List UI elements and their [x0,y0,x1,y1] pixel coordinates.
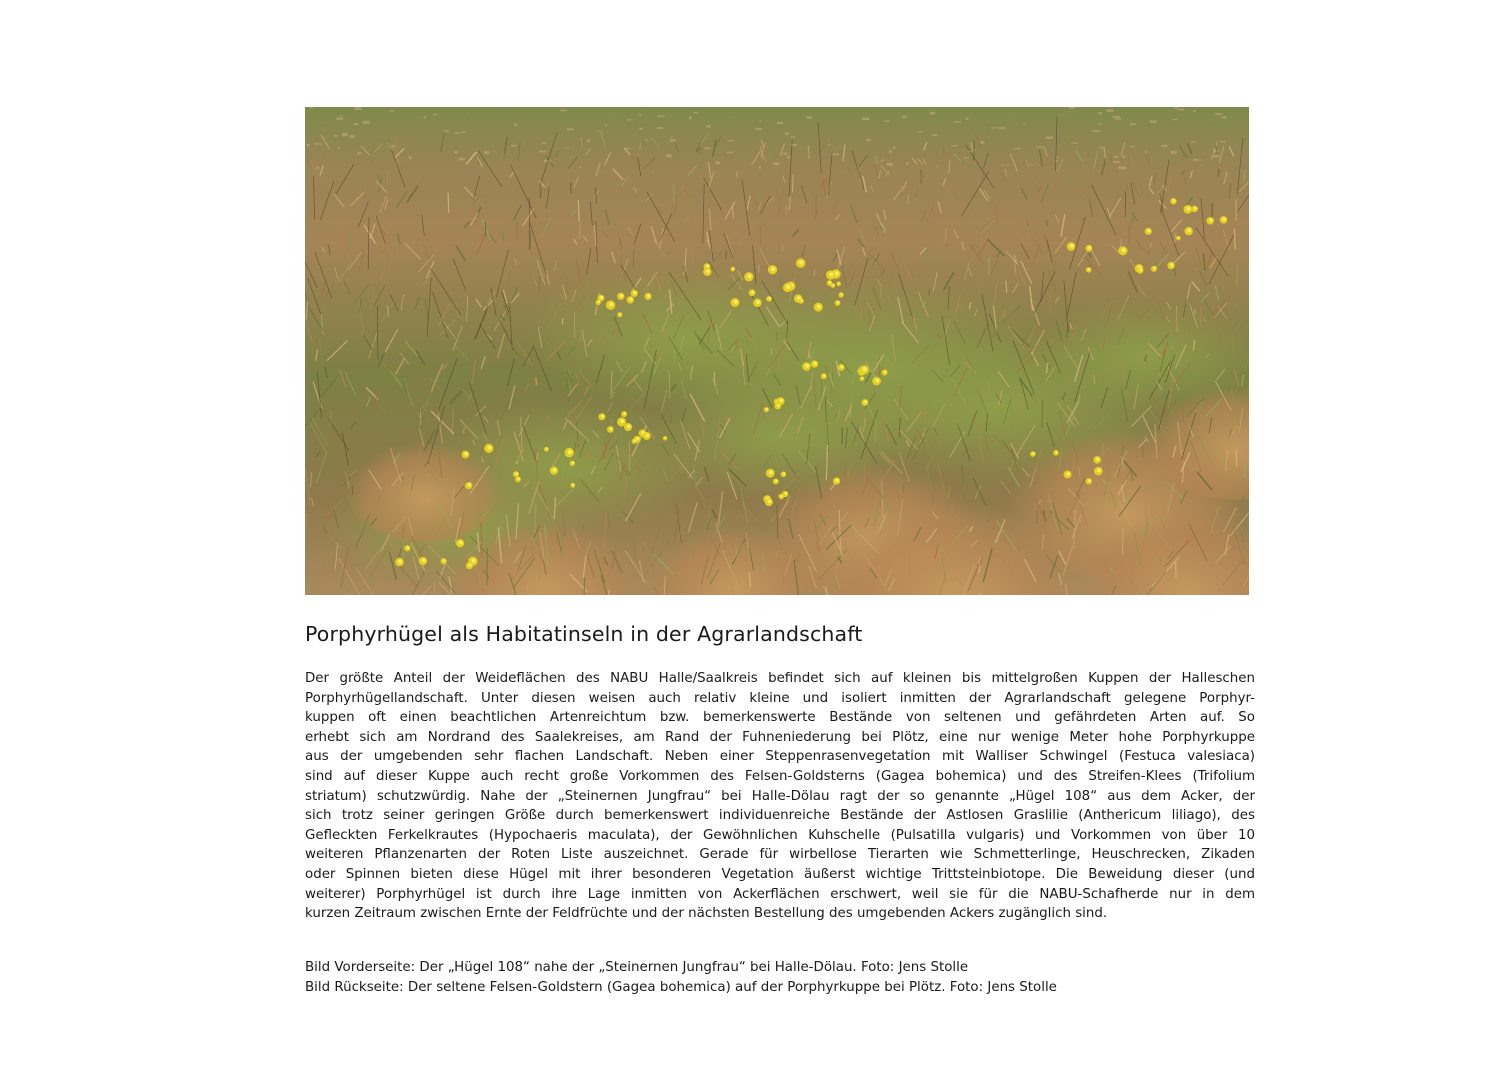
meadow-photo-graphic [305,107,1249,595]
body-line: sich trotz seiner geringen Größe durch bemerkenswert individuenreiche Bestände der Astlosen Graslilie (Anthericum liliago), des [305,808,1255,824]
page-title: Porphyrhügel als Habitatinseln in der Agrarlandschaft [305,622,863,646]
body-paragraph [305,669,1255,924]
body-line: aus der umgebenden sehr flachen Landschaft. Neben einer Steppenrasenvegetation mit Walliser Schwingel (Festuca valesiaca) [305,749,1255,765]
body-line: erhebt sich am Nordrand des Saalekreises, am Rand der Fuhneniederung bei Plötz, eine nur wenige Meter hohe Porphyrkuppe [305,729,1255,745]
body-line: oder Spinnen bieten diese Hügel mit ihrer besonderen Vegetation äußerst wichtige Trittsteinbiotope. Die Beweidung dieser (und [305,866,1255,882]
body-line: kuppen oft einen beachtlichen Artenreichtum bzw. bemerkenswerte Bestände von seltenen und gefährdeten Arten auf. So [305,710,1255,726]
body-line: weiterer) Porphyrhügel ist durch ihre Lage inmitten von Ackerflächen erschwert, weil sie für die NABU-Schafherde nur in dem [305,886,1255,902]
body-line: striatum) schutzwürdig. Nahe der „Steinernen Jungfrau“ bei Halle-Dölau ragt der so genannte „Hügel 108“ aus dem Acker, der [305,788,1255,804]
photo-captions [305,958,1255,997]
meadow-photo [305,107,1249,595]
body-line: Porphyrhügellandschaft. Unter diesen weisen auch relativ kleine und isoliert inmitten der Agrarlandschaft gelegene Porphyr- [305,690,1255,706]
caption-back: Bild Rückseite: Der seltene Felsen-Goldstern (Gagea bohemica) auf der Porphyrkuppe bei Plötz. Foto: Jens Stolle [305,979,1057,995]
body-line: Der größte Anteil der Weideflächen des NABU Halle/Saalkreis befindet sich auf kleinen bis mittelgroßen Kuppen der Halleschen [305,671,1255,686]
body-line: weiteren Pflanzenarten der Roten Liste auszeichnet. Gerade für wirbellose Tierarten wie Schmetterlinge, Heuschrecken, Zikaden [305,847,1255,863]
body-line: sind auf dieser Kuppe auch recht große Vorkommen des Felsen-Goldsterns (Gagea bohemica) und des Streifen-Klees (Trifolium [305,768,1255,784]
caption-front: Bild Vorderseite: Der „Hügel 108“ nahe der „Steinernen Jungfrau“ bei Halle-Dölau. Foto: Jens Stolle [305,960,969,975]
body-line: kurzen Zeitraum zwischen Ernte der Feldfrüchte und der nächsten Bestellung des umgebenden Ackers zugänglich sind. [305,906,1108,922]
body-line: Gefleckten Ferkelkrautes (Hypochaeris maculata), der Gewöhnlichen Kuhschelle (Pulsatilla vulgaris) und Vorkommen von über 10 [305,827,1255,843]
